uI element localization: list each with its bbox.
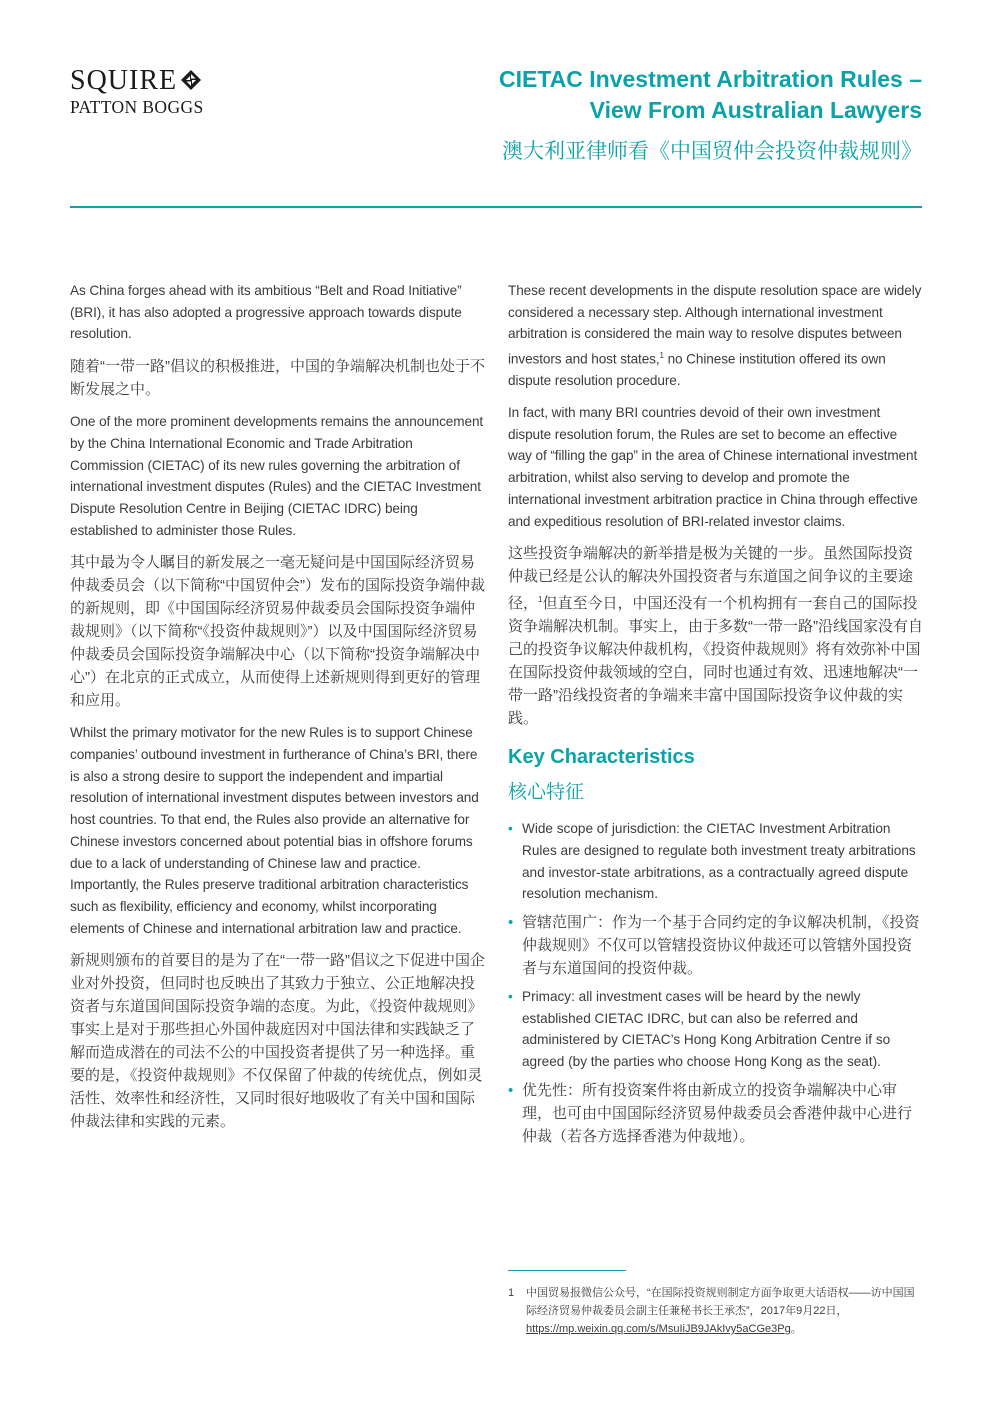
company-logo [70,66,250,117]
characteristics-list [508,818,923,1148]
right-column [508,280,923,1154]
list-item-jurisdiction-en: • Wide scope of jurisdiction: the CIETAC Investment Arbitration Rules are designed to regulate both investment treaty arbitrations and investor-state arbitrations, as a contractually agreed dispute resolution mechanism. [508,818,923,905]
paragraph-recent-developments-en: These recent developments in the dispute resolution space are widely considered a necessary step. Although international investment arbitration is considered the main way to resolve disputes between investors and host states,$^1$ no Chinese institution offered its own dispute resolution procedure. [508,283,922,389]
section-heading-en: Key Characteristics [508,746,695,769]
paragraph-motivation-en: Whilst the primary motivator for the new Rules is to support Chinese companies’ outbound investment in furtherance of China’s BRI, there is also a strong desire to support the independent and impartial resolution of international investment disputes between investors and host countries. To that end, the Rules also provide an alternative for Chinese investors concerned about potential bias in offshore forums due to a lack of understanding of Chinese law and practice. Importantly, the Rules preserve traditional arbitration characteristics such as flexibility, efficiency and economy, whilst incorporating elements of Chinese and international arbitration law and practice. [70,725,479,936]
footnote-text: 中国贸易报微信公众号，“在国际投资规则制定方面争取更大话语权——访中国国际经济贸易仲裁委员会副主任兼秘书长王承杰”，2017年9月22日， [526,1287,915,1317]
header-divider [70,206,922,208]
document-title [402,64,922,166]
paragraph-filling-gap-en: In fact, with many BRI countries devoid of their own investment dispute resolution forum, the Rules are set to become an effective way of “filling the gap” in the area of Chinese international investment arbitration, whilst also serving to develop and promote the international investment arbitration practice in China through effective and expeditious resolution of BRI-related investor claims. [508,405,918,529]
paragraph-intro-en: As China forges ahead with its ambitious “Belt and Road Initiative” (BRI), it has also adopted a progressive approach towards dispute resolution. [70,283,462,342]
section-heading-cn: 核心特征 [508,782,585,804]
list-item-primacy-cn: • 优先性：所有投资案件将由新成立的投资争端解决中心审理，也可由中国国际经济贸易仲裁委员会香港仲裁中心进行仲裁（若各方选择香港为仲裁地）。 [508,1079,923,1148]
title-english-line1: CIETAC Investment Arbitration Rules – [498,66,922,92]
footnote-ref[interactable]: 1 [659,351,664,361]
list-item-jurisdiction-cn: • 管辖范围广：作为一个基于合同约定的争议解决机制，《投资仲裁规则》不仅可以管辖投资协议仲裁还可以管辖外国投资者与东道国间的投资仲裁。 [508,911,923,980]
footnote-divider [508,1270,626,1271]
footnote-ref[interactable]: 1 [538,595,543,605]
title-english-line2: View From Australian Lawyers [589,97,922,123]
paragraph-developments-en: One of the more prominent developments remains the announcement by the China International Economic and Trade Arbitration Commission (CIETAC) of its new rules governing the arbitration of international investment disputes (Rules) and the CIETAC Investment Dispute Resolution Centre in Beijing (CIETAC IDRC) being established to administer those Rules. [70,414,484,538]
squire-mark-icon [179,68,203,92]
logo-wordmark-line1: SQUIRE [70,66,250,96]
footnote [508,1284,922,1338]
footnote-link[interactable]: https://mp.weixin.qq.com/s/MsuIiJB9JAkIvy5aCGe3Pg [526,1323,791,1335]
paragraph-intro-cn: 随着“一带一路”倡议的积极推进，中国的争端解决机制也处于不断发展之中。 [70,358,485,399]
paragraph-developments-cn: 其中最为令人瞩目的新发展之一毫无疑问是中国国际经济贸易仲裁委员会（以下简称“中国贸仲会”）发布的国际投资争端仲裁的新规则，即《中国国际经济贸易仲裁委员会国际投资争端仲裁规则》（以下简称“《投资仲裁规则》”）以及中国国际经济贸易仲裁委员会国际投资争端解决中心（以下简称“投资争端解决中心”）在北京的正式成立，从而使得上述新规则得到更好的管理和应用。 [70,554,485,710]
title-chinese: 澳大利亚律师看《中国贸仲会投资仲裁规则》 [502,140,922,163]
left-column [70,280,485,1143]
list-item-primacy-en: • Primacy: all investment cases will be heard by the newly established CIETAC IDRC, but can also be referred and administered by CIETAC’s Hong Kong Arbitration Centre if so agreed (by the parties who choose Hong Kong as the seat). [508,986,923,1073]
footnote-number: 1 [508,1287,515,1299]
logo-wordmark-line2: PATTON BOGGS [70,97,204,117]
paragraph-motivation-cn: 新规则颁布的首要目的是为了在“一带一路”倡议之下促进中国企业对外投资，但同时也反映出了其致力于独立、公正地解决投资者与东道国间国际投资争端的态度。为此，《投资仲裁规则》事实上是对于那些担心外国仲裁庭因对中国法律和实践缺乏了解而造成潜在的司法不公的中国投资者提供了另一种选择。重要的是，《投资仲裁规则》不仅保留了仲裁的传统优点，例如灵活性、效率性和经济性，又同时很好地吸收了有关中国和国际仲裁法律和实践的元素。 [70,952,485,1131]
paragraph-recent-developments-cn: 这些投资争端解决的新举措是极为关键的一步。虽然国际投资仲裁已经是公认的解决外国投资者与东道国之间争议的主要途径，$^1$但直至今日，中国还没有一个机构拥有一套自己的国际投资争端解决机制。事实上，由于多数“一带一路”沿线国家没有自己的投资争议解决仲裁机构，《投资仲裁规则》将有效弥补中国在国际投资仲裁领域的空白，同时也通过有效、迅速地解决“一带一路”沿线投资者的争端来丰富中国国际投资争议仲裁的实践。 [508,545,923,728]
footnote-end: 。 [790,1323,802,1335]
footnote-body [508,1284,922,1338]
